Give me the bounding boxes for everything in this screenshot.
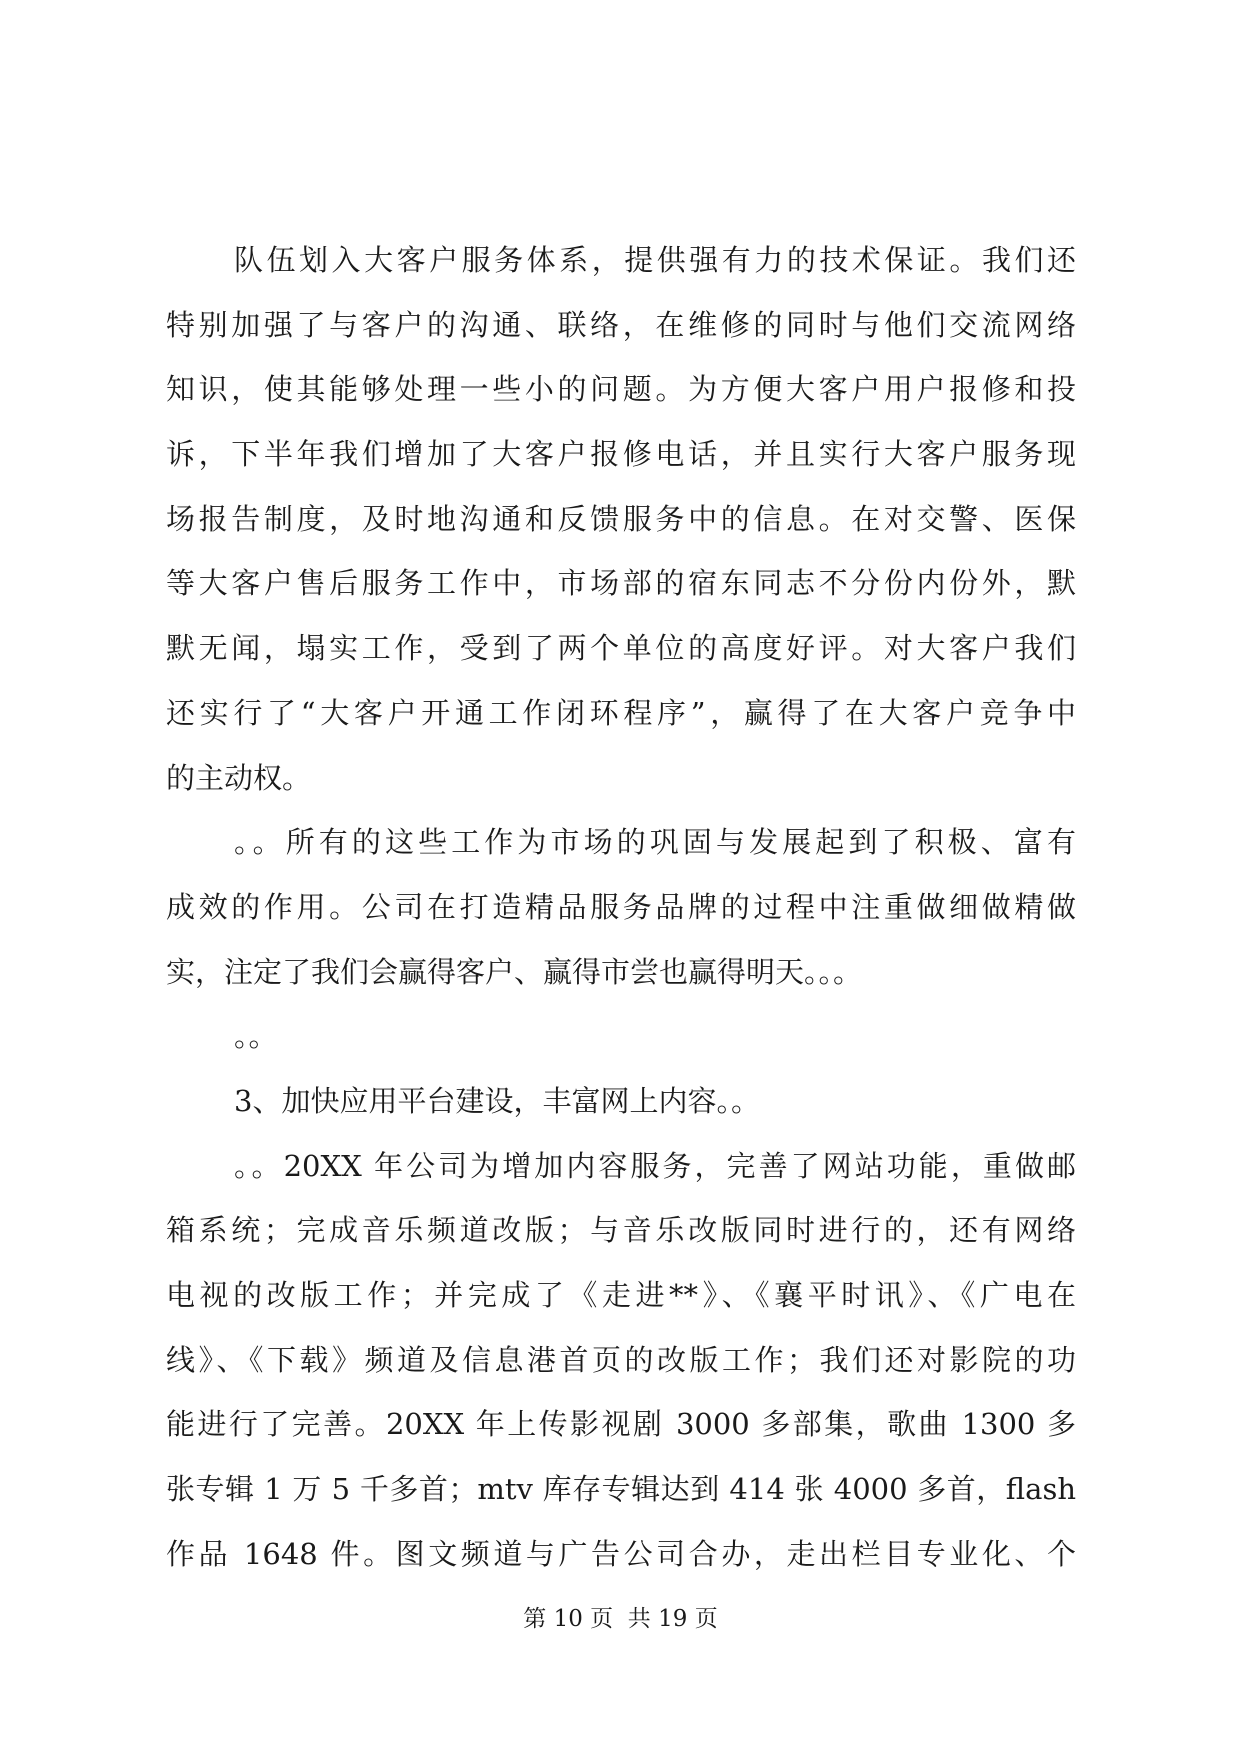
text-line: 。。所有的这些工作为市场的巩固与发展起到了积极、富有 <box>234 825 1076 860</box>
text-line: 队伍划入大客户服务体系，提供强有力的技术保证。我们还 <box>234 243 1076 277</box>
text-line: 电视的改版工作；并完成了《走进**》、《襄平时讯》、《广电在 <box>166 1278 1076 1312</box>
section-heading: 3、加快应用平台建设，丰富网上内容。。 <box>234 1083 760 1118</box>
text-line: 实，注定了我们会赢得客户、赢得市尝也赢得明天。。。 <box>166 954 863 989</box>
text-line: 特别加强了与客户的沟通、联络，在维修的同时与他们交流网络 <box>166 307 1076 342</box>
text-line: 的主动权。 <box>166 760 312 795</box>
text-line: 张专辑 1 万 5 千多首；mtv 库存专辑达到 414 张 4000 多首，flash <box>166 1472 1076 1507</box>
text-line: 。。20XX 年公司为增加内容服务，完善了网站功能，重做邮 <box>234 1148 1076 1183</box>
body-text <box>166 228 1076 1586</box>
text-line: 还实行了“大客户开通工作闭环程序”，赢得了在大客户竞争中 <box>166 695 1076 730</box>
text-line: 箱系统；完成音乐频道改版；与音乐改版同时进行的，还有网络 <box>166 1213 1076 1248</box>
text-line: 场报告制度，及时地沟通和反馈服务中的信息。在对交警、医保 <box>166 501 1076 536</box>
text-line: 成效的作用。公司在打造精品服务品牌的过程中注重做细做精做 <box>166 889 1076 924</box>
text-line: 。。 <box>234 1019 278 1054</box>
text-line: 作品 1648 件。图文频道与广告公司合办，走出栏目专业化、个 <box>166 1536 1076 1571</box>
text-line: 知识，使其能够处理一些小的问题。为方便大客户用户报修和投 <box>166 372 1076 407</box>
text-line: 线》、《下载》频道及信息港首页的改版工作；我们还对影院的功 <box>166 1342 1076 1377</box>
text-line: 诉，下半年我们增加了大客户报修电话，并且实行大客户服务现 <box>166 437 1076 472</box>
page-number-footer: 第 10 页 共 19 页 <box>523 1606 718 1632</box>
text-line: 默无闻，塌实工作，受到了两个单位的高度好评。对大客户我们 <box>166 631 1076 666</box>
text-line: 能进行了完善。20XX 年上传影视剧 3000 多部集，歌曲 1300 多 <box>166 1407 1076 1442</box>
text-line: 等大客户售后服务工作中，市场部的宿东同志不分份内份外，默 <box>166 566 1076 601</box>
